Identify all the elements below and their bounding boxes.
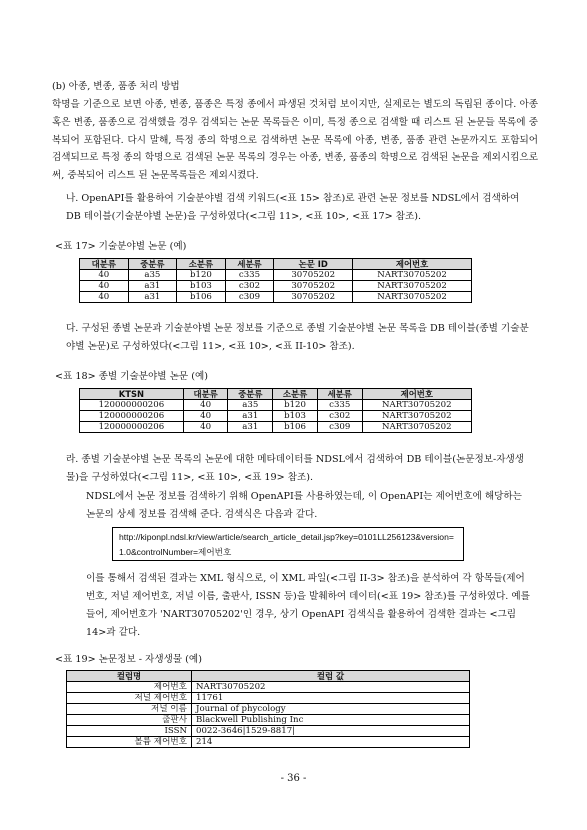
table-cell: 출판사 xyxy=(67,715,192,726)
table19-caption: <표 19> 논문정보 - 자생생물 (예) xyxy=(55,654,202,665)
table-cell: c309 xyxy=(225,292,274,303)
table-cell: 40 xyxy=(80,292,129,303)
table-header-cell: 대분류 xyxy=(183,389,228,400)
item-ra-continued: NDSL에서 논문 정보를 검색하기 위해 OpenAPI를 사용하였는데, 이 OpenAPI는 제어번호에 해당하는 논문의 상세 정보를 검색해 준다. 검색식은 다음과 같다. xyxy=(86,491,522,520)
table-header-cell: 소분류 xyxy=(273,389,318,400)
table-row xyxy=(67,737,470,748)
table-cell: NART30705202 xyxy=(362,422,471,433)
table-header-cell: 대분류 xyxy=(80,259,129,270)
table-header-cell: 논문 ID xyxy=(274,259,353,270)
table-17 xyxy=(79,258,472,303)
table-header-row xyxy=(67,671,470,682)
table-row xyxy=(80,400,472,411)
table-header-row xyxy=(80,389,472,400)
table-row xyxy=(80,270,472,281)
table-header-row xyxy=(80,259,472,270)
table-header-cell: 세분류 xyxy=(317,389,362,400)
table-cell: Blackwell Publishing Inc xyxy=(192,715,470,726)
table-cell: b120 xyxy=(273,400,318,411)
table-cell: NART30705202 xyxy=(353,292,472,303)
table-row xyxy=(67,682,470,693)
table17-caption: <표 17> 기술분야별 논문 (예) xyxy=(55,241,187,252)
table-header-cell: 컬럼명 xyxy=(67,671,192,682)
table-cell: NART30705202 xyxy=(353,270,472,281)
table-cell: b106 xyxy=(177,292,226,303)
table-cell: 120000000206 xyxy=(80,422,184,433)
table-cell: 볼륨 제어번호 xyxy=(67,737,192,748)
table-header-cell: 제어번호 xyxy=(362,389,471,400)
table-cell: 제어번호 xyxy=(67,682,192,693)
table-row xyxy=(67,704,470,715)
table-cell: 120000000206 xyxy=(80,411,184,422)
table-cell: 0022-3646|1529-8817| xyxy=(192,726,470,737)
table-row xyxy=(67,726,470,737)
query-url-box: http://kiponpl.ndsl.kr/view/article/search_article_detail.jsp?key=0101LL256123&version=1.0&controlNumber=제어번호 xyxy=(112,527,464,561)
table-row xyxy=(80,422,472,433)
table-row xyxy=(67,693,470,704)
table-header-cell: 세분류 xyxy=(225,259,274,270)
table-row xyxy=(80,292,472,303)
table-header-cell: 소분류 xyxy=(177,259,226,270)
table-cell: c302 xyxy=(317,411,362,422)
table-cell: a31 xyxy=(128,281,177,292)
item-da: 다. 구성된 종별 논문과 기술분야별 논문 정보를 기준으로 종별 기술분야별 논문 목록을 DB 테이블(종별 기술분야별 논문)로 구성하였다(<그림 11>, <표 10>, <표 II-10> 참조). xyxy=(66,323,529,352)
table-header-cell: 제어번호 xyxy=(353,259,472,270)
table-cell: b120 xyxy=(177,270,226,281)
table-cell: a31 xyxy=(228,411,273,422)
item-ra-result: 이를 통해서 검색된 결과는 XML 형식으로, 이 XML 파일(<그림 II-3> 참조)을 분석하여 각 항목들(제어번호, 저널 제어번호, 저널 이름, 출판사, ISSN 등)을 발췌하여 데이터(<표 19> 참조)를 구성하였다. 예를 들어, 제어번호가 'NART30705202'인 경우, 상기 OpenAPI 검색식을 활용하여 검색한 결과는 <그림 14>과 같다. xyxy=(86,573,530,638)
table-cell: 저널 제어번호 xyxy=(67,693,192,704)
table-header-cell: 컬럼 값 xyxy=(192,671,470,682)
table-cell: 40 xyxy=(183,400,228,411)
table-header-cell: 중분류 xyxy=(128,259,177,270)
table-cell: NART30705202 xyxy=(362,400,471,411)
table-cell: a35 xyxy=(128,270,177,281)
table-row xyxy=(80,411,472,422)
item-ra: 라. 종별 기술분야별 논문 목록의 논문에 대한 메타데이터를 NDSL에서 검색하여 DB 테이블(논문정보-자생생물)을 구성하였다(<그림 11>, <표 10>, <표 19> 참조). xyxy=(66,454,525,483)
table-cell: c335 xyxy=(225,270,274,281)
table-cell: 40 xyxy=(183,411,228,422)
table-cell: NART30705202 xyxy=(192,682,470,693)
table-cell: 11761 xyxy=(192,693,470,704)
table-cell: b103 xyxy=(177,281,226,292)
table-header-cell: 중분류 xyxy=(228,389,273,400)
table-cell: ISSN xyxy=(67,726,192,737)
table-cell: c335 xyxy=(317,400,362,411)
section-heading: (b) 아종, 변종, 품종 처리 방법 xyxy=(52,81,180,92)
table-row xyxy=(67,715,470,726)
table-cell: 30705202 xyxy=(274,270,353,281)
table-cell: Journal of phycology xyxy=(192,704,470,715)
table-cell: 40 xyxy=(80,270,129,281)
paragraph-b: 학명을 기준으로 보면 아종, 변종, 품종은 특정 종에서 파생된 것처럼 보이지만, 실제로는 별도의 독립된 종이다. 아종 혹은 변종, 품종으로 검색했을 경우 검색되는 논문 목록들은 이미, 특정 종으로 검색할 때 리스트 된 논문들 목록에 중복되어 포함된다. 다시 말해, 특정 종의 학명으로 검색하면 논문 목록에 아종, 변종, 품종 관련 논문까지도 포함되어 검색되므로 특정 종의 학명으로 검색된 논문 목록의 경우는 아종, 변종, 품종의 학명으로 검색된 논문을 제외시킴으로써, 중복되어 리스트 된 논문목록들은 제외시켰다. xyxy=(52,99,538,182)
table-row xyxy=(80,281,472,292)
table-cell: 214 xyxy=(192,737,470,748)
table-cell: 120000000206 xyxy=(80,400,184,411)
table-cell: 40 xyxy=(183,422,228,433)
table18-caption: <표 18> 종별 기술분야별 논문 (예) xyxy=(55,371,208,382)
table-cell: b106 xyxy=(273,422,318,433)
table-cell: 30705202 xyxy=(274,281,353,292)
table-cell: a31 xyxy=(228,422,273,433)
table-header-cell: KTSN xyxy=(80,389,184,400)
table-cell: c309 xyxy=(317,422,362,433)
table-cell: a31 xyxy=(128,292,177,303)
table-cell: b103 xyxy=(273,411,318,422)
table-19 xyxy=(66,670,470,748)
table-cell: a35 xyxy=(228,400,273,411)
table-cell: c302 xyxy=(225,281,274,292)
page-number: - 36 - xyxy=(280,773,307,784)
table-cell: NART30705202 xyxy=(362,411,471,422)
table-cell: 저널 이름 xyxy=(67,704,192,715)
item-na: 나. OpenAPI를 활용하여 기술분야별 검색 키워드(<표 15> 참조)로 관련 논문 정보를 NDSL에서 검색하여 DB 테이블(기술분야별 논문)을 구성하였다(<그림 11>, <표 10>, <표 17> 참조). xyxy=(66,193,520,222)
table-cell: 30705202 xyxy=(274,292,353,303)
table-cell: 40 xyxy=(80,281,129,292)
table-cell: NART30705202 xyxy=(353,281,472,292)
table-18 xyxy=(79,388,472,433)
